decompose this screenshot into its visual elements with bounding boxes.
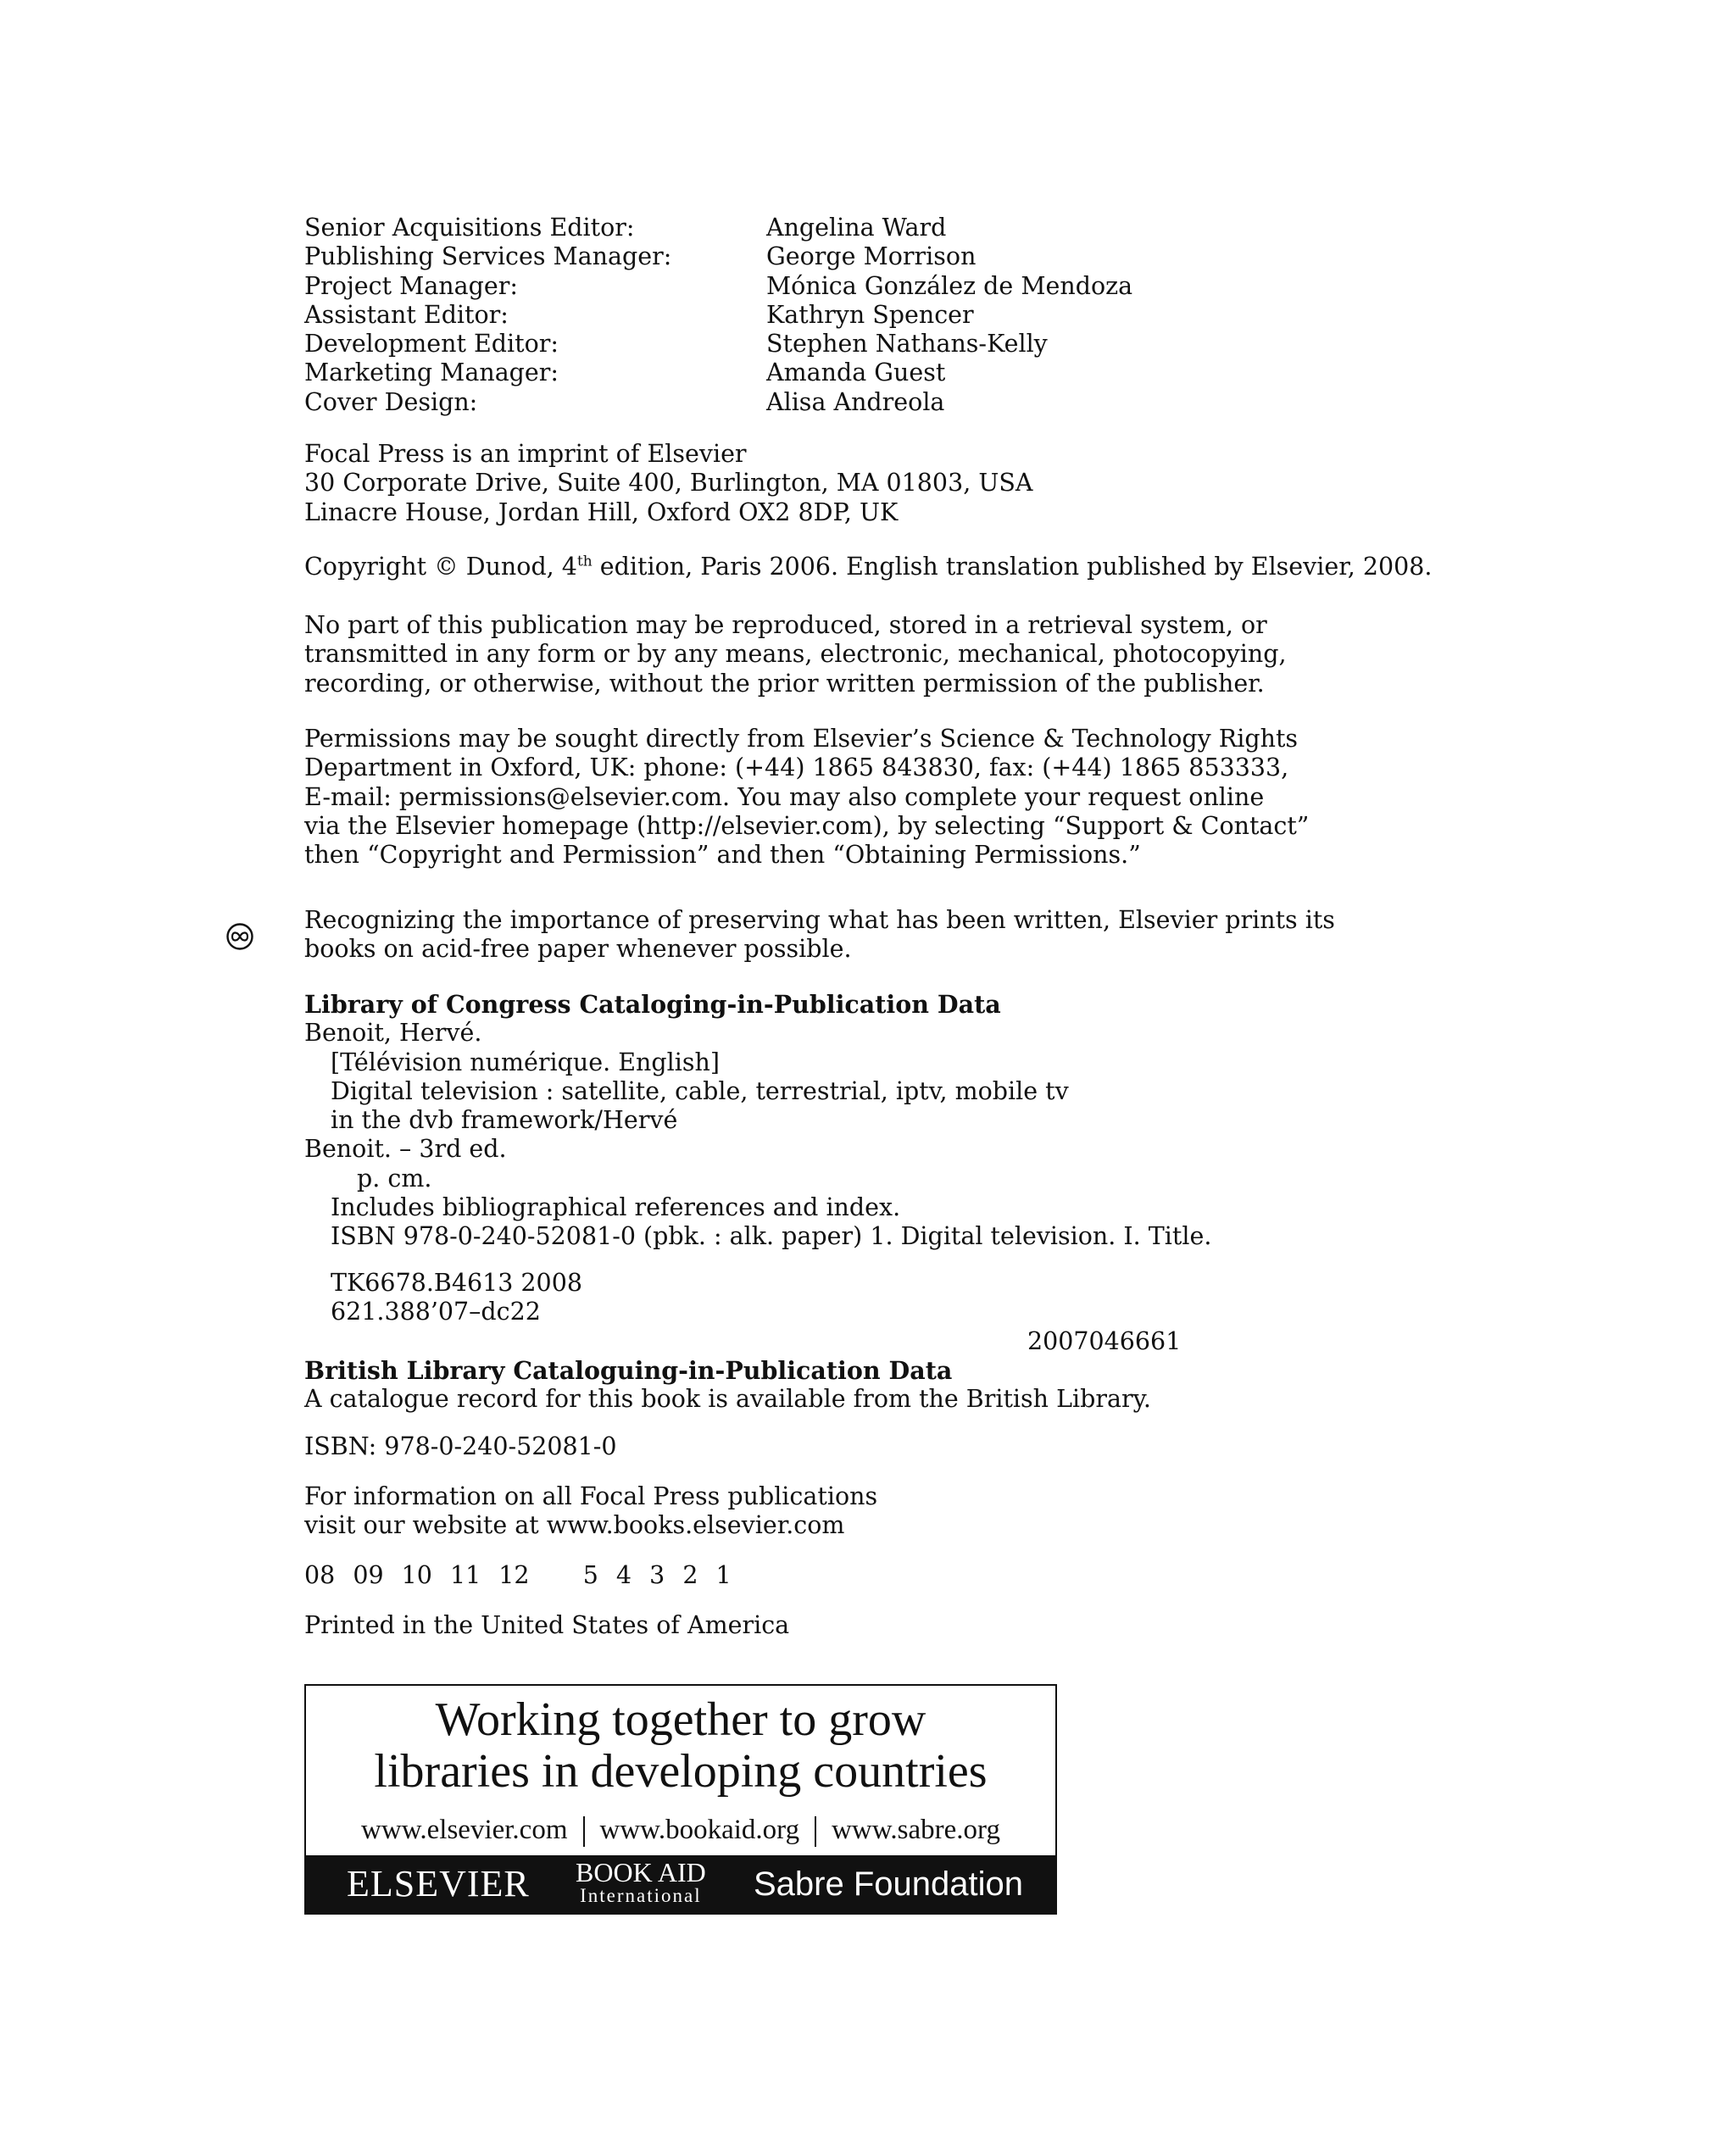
copyright-text-rest: edition, Paris 2006. English translation published by Elsevier, 2008. [592,553,1433,581]
book-aid-links [306,1813,1055,1847]
publisher-info [304,1482,877,1541]
book-aid-box [304,1684,1057,1915]
credit-role: Marketing Manager: [304,359,559,387]
loc-control-number: 2007046661 [1027,1327,1182,1355]
loc-dewey: 621.388’07–dc22 [331,1297,541,1326]
info-line: For information on all Focal Press publications [304,1482,878,1510]
loc-title-cont: in the dvb framework/Hervé [331,1106,678,1135]
book-aid-headline [306,1694,1055,1798]
rights-line: No part of this publication may be reproduced, stored in a retrieval system, or [304,611,1267,639]
isbn [304,1432,617,1461]
printed-in [304,1611,789,1640]
credit-name: George Morrison [766,242,976,271]
acid-free-line: books on acid-free paper whenever possible. [304,935,852,964]
credit-name: Amanda Guest [766,359,946,387]
address-uk: Linacre House, Jordan Hill, Oxford OX2 8DP, UK [304,498,899,526]
link-sabre: www.sabre.org [832,1815,1000,1845]
loc-author: Benoit, Hervé. [304,1019,482,1048]
imprint-line: Focal Press is an imprint of Elsevier [304,440,747,468]
credit-name: Stephen Nathans-Kelly [766,330,1048,359]
credit-name: Mónica González de Mendoza [766,271,1133,300]
sabre-foundation-logo: Sabre Foundation [754,1865,1024,1903]
credit-name: Angelina Ward [766,214,947,242]
loc-cataloging-data [304,990,1211,1326]
book-aid-logo-subtext: International [580,1885,702,1906]
website-line: visit our website at www.books.elsevier.com [304,1511,845,1540]
permissions-line: Permissions may be sought directly from Elsevier’s Science & Technology Rights [304,725,1299,753]
acid-free-line: Recognizing the importance of preserving what has been written, Elsevier prints its [304,906,1335,934]
loc-edition: Benoit. – 3rd ed. [304,1135,507,1164]
imprint-block [304,440,1032,527]
loc-isbn: ISBN 978-0-240-52081-0 (pbk. : alk. paper) 1. Digital television. I. Title. [331,1222,1212,1251]
book-aid-logo [576,1859,706,1906]
credit-role: Development Editor: [304,330,559,359]
address-us: 30 Corporate Drive, Suite 400, Burlington, MA 01803, USA [304,469,1033,498]
rights-line: recording, or otherwise, without the prior written permission of the publisher. [304,669,1265,698]
credit-role: Cover Design: [304,387,478,416]
acid-free-paper-icon [225,922,254,951]
credit-role: Senior Acquisitions Editor: [304,214,635,242]
copyright-superscript: th [576,553,593,570]
separator [583,1816,585,1847]
link-elsevier: www.elsevier.com [361,1815,568,1845]
loc-notes: Includes bibliographical references and index. [331,1193,901,1222]
separator [815,1816,816,1847]
loc-title: Digital television : satellite, cable, terrestrial, iptv, mobile tv [331,1076,1069,1105]
british-library-data [304,1356,1151,1415]
book-aid-logo-text: BOOK AID [576,1857,706,1887]
book-aid-headline-line2: libraries in developing countries [374,1745,988,1798]
permissions-line: E-mail: permissions@elsevier.com. You may also complete your request online [304,782,1265,811]
copyright-notice [304,553,1432,581]
credit-role: Assistant Editor: [304,300,509,329]
acid-free-notice [304,906,1335,965]
credit-role: Project Manager: [304,271,518,300]
elsevier-logo: ELSEVIER [347,1863,530,1904]
copyright-text: Copyright © Dunod, 4 [304,553,577,581]
bl-line: A catalogue record for this book is available from the British Library. [304,1385,1151,1414]
credit-role: Publishing Services Manager: [304,242,672,271]
logo-bar [306,1855,1055,1913]
permissions-notice [304,725,1309,870]
credit-name: Kathryn Spencer [766,300,974,329]
credit-name: Alisa Andreola [766,387,945,416]
permissions-line: Department in Oxford, UK: phone: (+44) 1865 843830, fax: (+44) 1865 853333, [304,753,1289,782]
bl-heading: British Library Cataloguing-in-Publication Data [304,1356,953,1385]
link-bookaid: www.bookaid.org [599,1815,800,1845]
loc-heading: Library of Congress Cataloging-in-Publication Data [304,990,1001,1019]
book-aid-headline-line1: Working together to grow [435,1693,926,1746]
printing-line [304,1561,732,1590]
loc-call-number: TK6678.B4613 2008 [331,1268,582,1297]
rights-line: transmitted in any form or by any means, electronic, mechanical, photocopying, [304,640,1287,669]
printing-numbers: 08 09 10 11 12 5 4 3 2 1 [304,1561,732,1589]
printed-in-line: Printed in the United States of America [304,1611,790,1639]
rights-notice [304,611,1287,698]
loc-pages: p. cm. [357,1164,432,1193]
isbn-line: ISBN: 978-0-240-52081-0 [304,1432,617,1460]
loc-original-title: [Télévision numérique. English] [331,1048,720,1076]
permissions-line: then “Copyright and Permission” and then “Obtaining Permissions.” [304,841,1141,870]
permissions-line: via the Elsevier homepage (http://elsevier.com), by selecting “Support & Contact” [304,811,1310,840]
